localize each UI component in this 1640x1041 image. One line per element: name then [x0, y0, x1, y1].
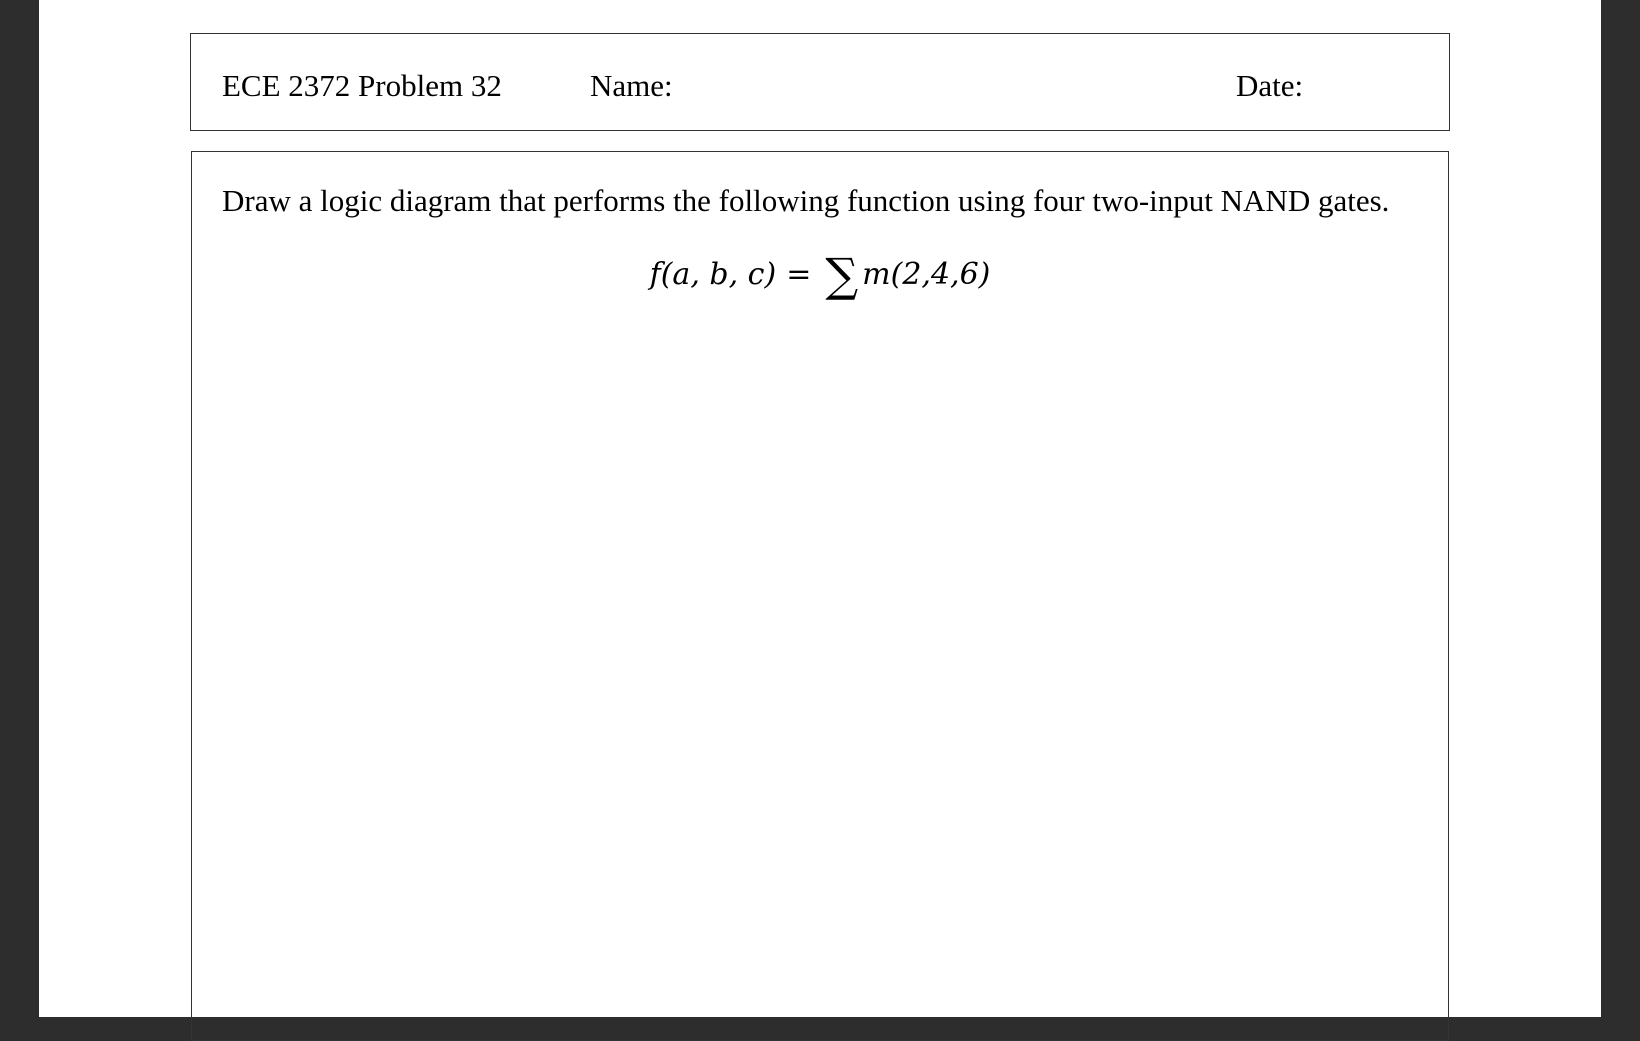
date-label: Date: — [1236, 68, 1304, 103]
problem-box — [191, 151, 1449, 1041]
name-label: Name: — [590, 68, 673, 103]
problem-prompt: Draw a logic diagram that performs the following function using four two-input NAND gates. — [222, 183, 1390, 218]
formula-equals: = — [786, 257, 812, 292]
course-problem-title: ECE 2372 Problem 32 — [222, 68, 502, 103]
sigma-symbol: ∑ — [825, 248, 859, 302]
formula-rhs: m(2,4,6) — [862, 257, 991, 292]
formula-lhs: f(a, b, c) — [649, 257, 777, 292]
document-page — [39, 0, 1601, 1017]
function-formula — [192, 248, 1448, 302]
header-box — [190, 33, 1450, 131]
